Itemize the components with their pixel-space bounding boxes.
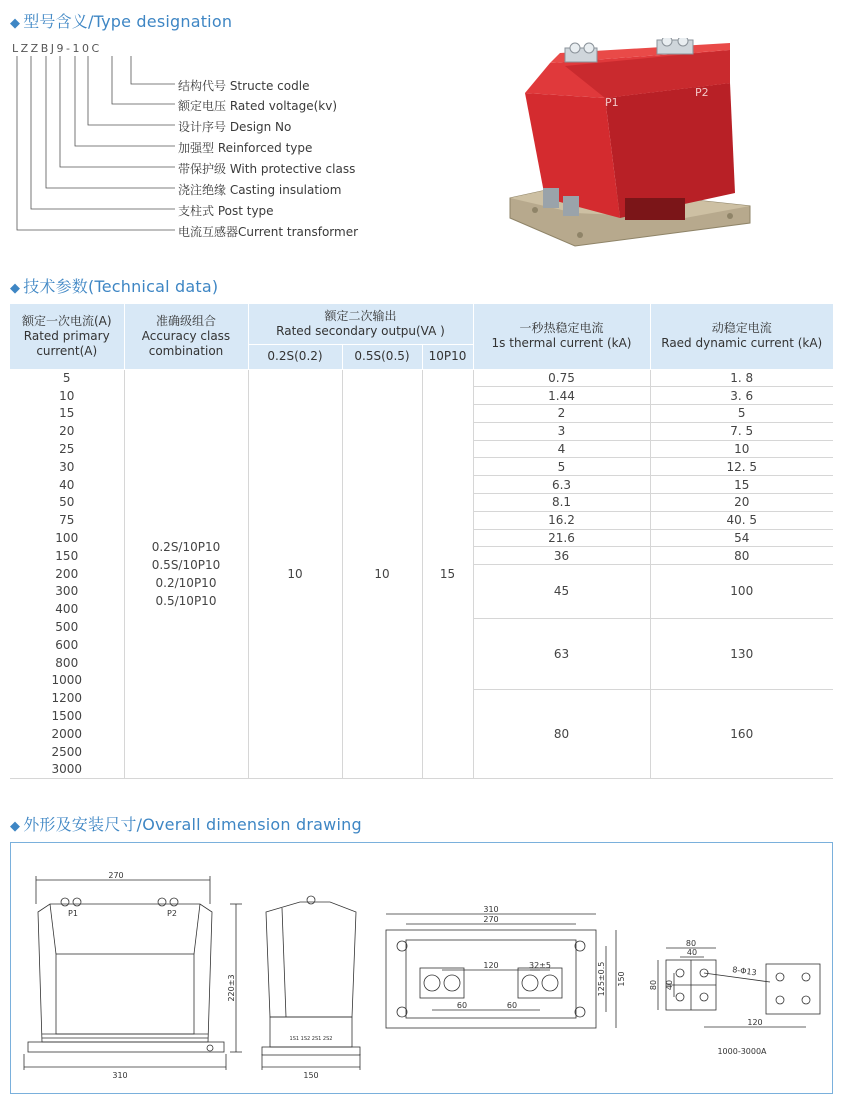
dim-plate-80v: 80 xyxy=(649,979,658,991)
section-title-dimension-drawing: ◆ 外形及安装尺寸/Overall dimension drawing xyxy=(10,815,362,834)
designation-item: 电流互感器Current transformer xyxy=(178,225,359,239)
cell-thermal-current: 3 xyxy=(473,422,650,440)
dimension-drawing xyxy=(10,842,833,1094)
cell-primary-current: 40 xyxy=(10,476,124,494)
header-accuracy-class: 准确级组合 Accuracy class combination xyxy=(124,304,248,369)
cell-primary-current: 30 xyxy=(10,458,124,476)
dim-top-32: 32±5 xyxy=(529,961,551,970)
diamond-icon: ◆ xyxy=(10,16,21,31)
cell-thermal-current: 8.1 xyxy=(473,494,650,512)
cell-dynamic-current: 5 xyxy=(650,405,833,423)
dim-top-125: 125±0.5 xyxy=(597,961,606,997)
cell-va-10p10: 15 xyxy=(422,369,473,778)
cell-primary-current: 400 xyxy=(10,600,124,618)
cell-dynamic-current: 3. 6 xyxy=(650,387,833,405)
cell-primary-current: 100 xyxy=(10,529,124,547)
product-image xyxy=(505,38,755,248)
dim-plate-caption: 1000-3000A xyxy=(717,1047,767,1056)
cell-thermal-current: 80 xyxy=(473,689,650,778)
accuracy-line: 0.5/10P10 xyxy=(155,593,217,608)
dim-plate-120: 120 xyxy=(747,1018,763,1027)
cell-thermal-current: 1.44 xyxy=(473,387,650,405)
designation-item: 带保护级 With protective class xyxy=(178,162,356,176)
dim-p1: P1 xyxy=(68,909,78,918)
dim-top-120: 120 xyxy=(483,961,499,970)
cell-primary-current: 10 xyxy=(10,387,124,405)
header-secondary-output: 额定二次输出 Rated secondary outpu(VA ) xyxy=(248,304,473,344)
cell-thermal-current: 36 xyxy=(473,547,650,565)
cell-thermal-current: 4 xyxy=(473,440,650,458)
diamond-icon: ◆ xyxy=(10,819,21,834)
cell-primary-current: 200 xyxy=(10,565,124,583)
header-dynamic-current: 动稳定电流 Raed dynamic current (kA) xyxy=(650,304,833,369)
header-sub-02s: 0.2S(0.2) xyxy=(248,344,342,369)
dim-top-310: 310 xyxy=(483,905,499,914)
dim-p2: P2 xyxy=(167,909,177,918)
cell-primary-current: 1000 xyxy=(10,672,124,690)
designation-leader-lines xyxy=(0,0,190,240)
dim-plate-40v: 40 xyxy=(665,979,674,991)
technical-data-table xyxy=(10,304,833,779)
header-sub-05s: 0.5S(0.5) xyxy=(342,344,422,369)
product-label-p2: P2 xyxy=(695,86,709,99)
cell-thermal-current: 16.2 xyxy=(473,511,650,529)
cell-primary-current: 300 xyxy=(10,583,124,601)
accuracy-line: 0.2S/10P10 xyxy=(151,539,221,554)
cell-thermal-current: 6.3 xyxy=(473,476,650,494)
cell-primary-current: 600 xyxy=(10,636,124,654)
cell-dynamic-current: 1. 8 xyxy=(650,369,833,387)
cell-dynamic-current: 20 xyxy=(650,494,833,512)
cell-primary-current: 3000 xyxy=(10,761,124,779)
accuracy-line: 0.5S/10P10 xyxy=(151,557,221,572)
designation-item: 支柱式 Post type xyxy=(178,204,274,218)
dim-front-height: 220±3 xyxy=(227,974,236,1002)
cell-thermal-current: 0.75 xyxy=(473,369,650,387)
dim-side-terminals: 1S1 1S2 2S1 2S2 xyxy=(289,1036,333,1042)
cell-primary-current: 50 xyxy=(10,494,124,512)
cell-primary-current: 800 xyxy=(10,654,124,672)
cell-primary-current: 20 xyxy=(10,422,124,440)
dim-side-base: 150 xyxy=(303,1071,319,1080)
cell-dynamic-current: 100 xyxy=(650,565,833,618)
cell-primary-current: 500 xyxy=(10,618,124,636)
designation-item: 浇注绝缘 Casting insulatiom xyxy=(178,183,342,197)
model-code: LZZBJ9-10C xyxy=(12,42,102,55)
cell-primary-current: 5 xyxy=(10,369,124,387)
cell-va-02s: 10 xyxy=(248,369,342,778)
dim-plate-holes: 8-Φ13 xyxy=(731,965,758,978)
cell-dynamic-current: 130 xyxy=(650,618,833,689)
header-sub-10p10: 10P10 xyxy=(422,344,473,369)
designation-item: 加强型 Reinforced type xyxy=(178,141,313,155)
cell-dynamic-current: 54 xyxy=(650,529,833,547)
cell-primary-current: 2500 xyxy=(10,743,124,761)
dim-top-270: 270 xyxy=(483,915,499,924)
dim-top-60a: 60 xyxy=(456,1001,468,1010)
cell-va-05s: 10 xyxy=(342,369,422,778)
cell-thermal-current: 5 xyxy=(473,458,650,476)
diamond-icon: ◆ xyxy=(10,281,21,296)
cell-primary-current: 25 xyxy=(10,440,124,458)
cell-primary-current: 75 xyxy=(10,511,124,529)
cell-thermal-current: 2 xyxy=(473,405,650,423)
cell-accuracy-class xyxy=(124,369,248,778)
cell-primary-current: 1500 xyxy=(10,707,124,725)
accuracy-line: 0.2/10P10 xyxy=(155,575,217,590)
cell-dynamic-current: 15 xyxy=(650,476,833,494)
section-title-technical-data: ◆ 技术参数(Technical data) xyxy=(10,277,219,296)
cell-thermal-current: 21.6 xyxy=(473,529,650,547)
cell-dynamic-current: 40. 5 xyxy=(650,511,833,529)
cell-dynamic-current: 80 xyxy=(650,547,833,565)
cell-dynamic-current: 7. 5 xyxy=(650,422,833,440)
header-primary-current: 额定一次电流(A) Rated primary current(A) xyxy=(10,304,124,369)
cell-thermal-current: 63 xyxy=(473,618,650,689)
dim-front-base: 310 xyxy=(112,1071,128,1080)
cell-dynamic-current: 12. 5 xyxy=(650,458,833,476)
product-label-p1: P1 xyxy=(605,96,619,109)
cell-primary-current: 15 xyxy=(10,405,124,423)
cell-primary-current: 150 xyxy=(10,547,124,565)
section-title-type-designation: ◆ 型号含义/Type designation xyxy=(10,12,233,31)
cell-primary-current: 2000 xyxy=(10,725,124,743)
header-thermal-current: 一秒热稳定电流 1s thermal current (kA) xyxy=(473,304,650,369)
designation-item: 额定电压 Rated voltage(kv) xyxy=(178,99,338,113)
dim-front-width: 270 xyxy=(108,871,124,880)
designation-item: 结构代号 Structe codle xyxy=(178,79,310,93)
dim-plate-40: 40 xyxy=(686,948,698,957)
designation-item: 设计序号 Design No xyxy=(178,120,292,134)
cell-thermal-current: 45 xyxy=(473,565,650,618)
dim-top-150: 150 xyxy=(617,971,626,987)
dim-top-60b: 60 xyxy=(506,1001,518,1010)
cell-primary-current: 1200 xyxy=(10,689,124,707)
table-row xyxy=(10,369,833,387)
dim-plate-80: 80 xyxy=(685,939,697,948)
cell-dynamic-current: 10 xyxy=(650,440,833,458)
cell-dynamic-current: 160 xyxy=(650,689,833,778)
